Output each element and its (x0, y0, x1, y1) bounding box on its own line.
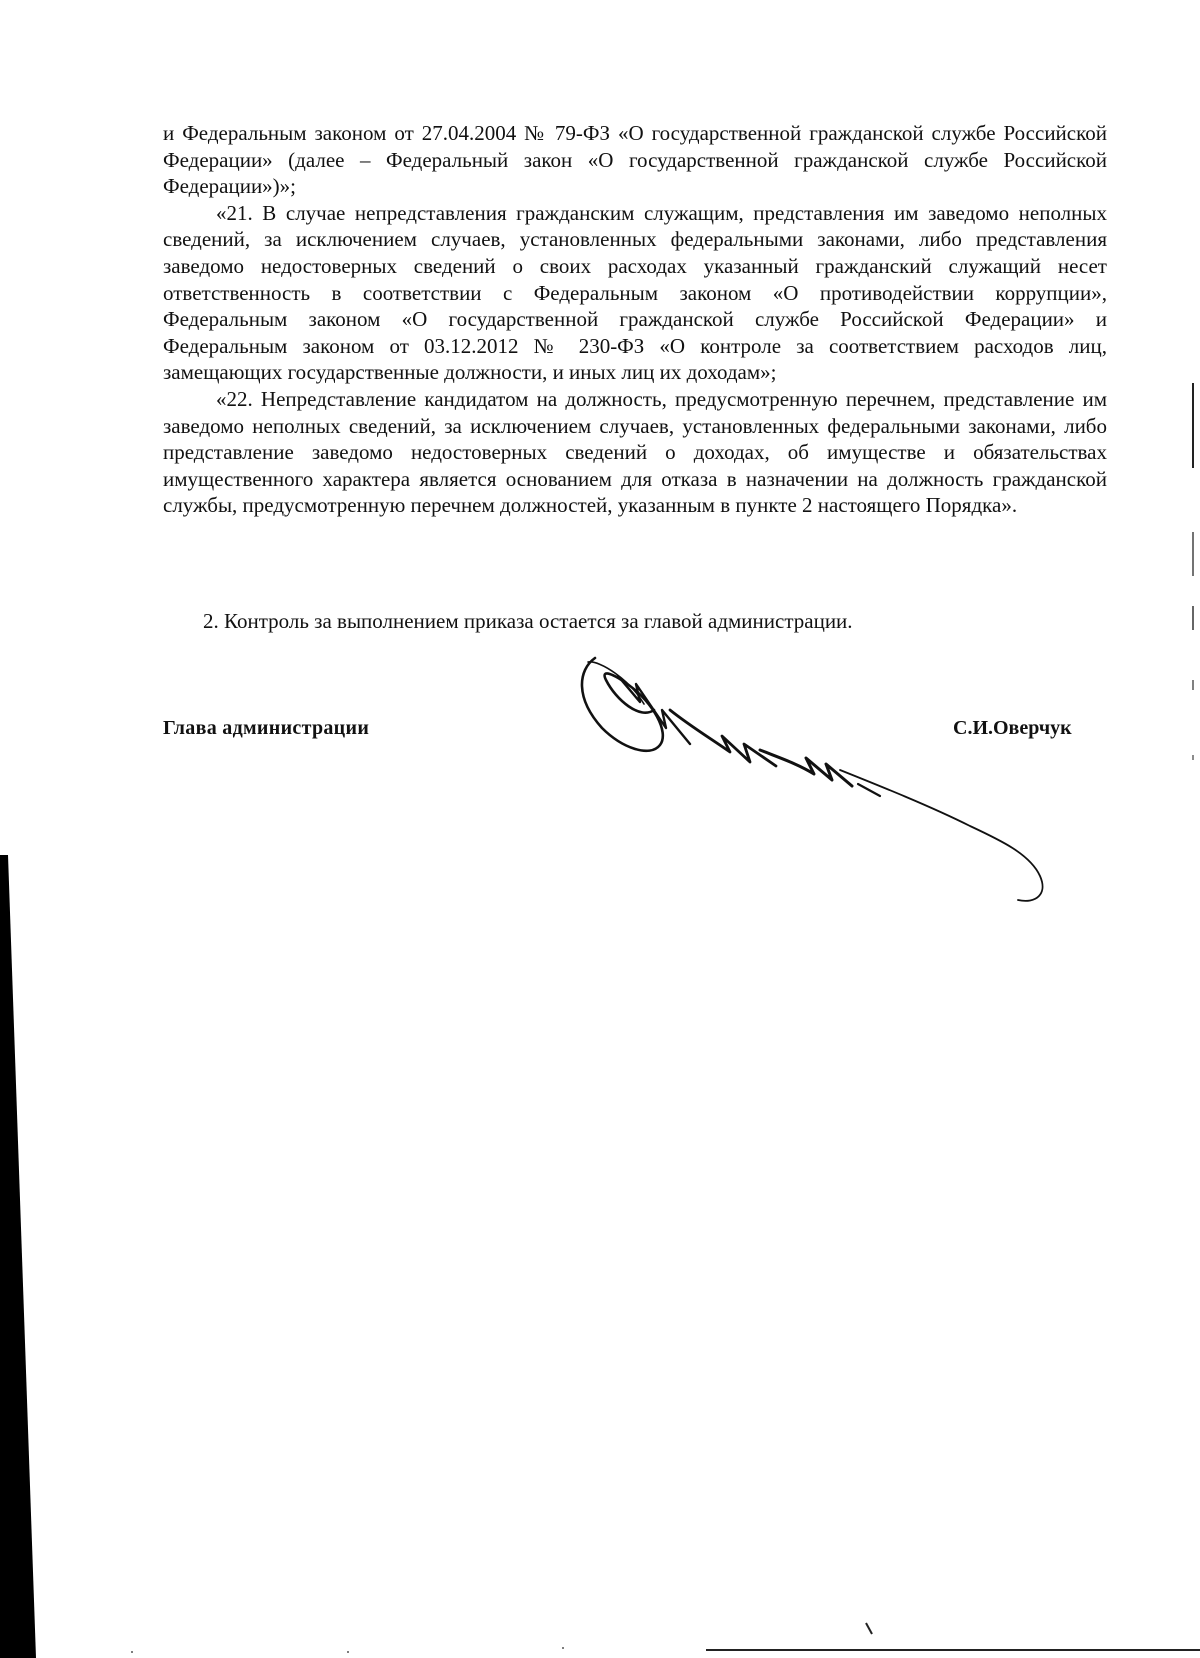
order-item-2: 2. Контроль за выполнением приказа остается за главой администрации. (203, 609, 853, 633)
paragraph-22: «22. Непредставление кандидатом на должность, предусмотренную перечнем, представление им заведомо неполных сведений, за исключением случаев, установленных федеральными законами, либо представление заведомо недостоверных сведений о доходах, об имуществе и обязательствах имущественного характера является основанием для отказа в назначении на должность гражданской службы, предусмотренную перечнем должностей, указанным в пункте 2 настоящего Порядка». (163, 386, 1107, 518)
paragraph-21: «21. В случае непредставления гражданским служащим, представления им заведомо неполных сведений, за исключением случаев, установленных федеральными законами, либо представления заведомо недостоверных сведений о своих расходах указанный гражданский служащий несет ответственность в соответствии с Федеральным законом «О противодействии коррупции», Федеральным законом «О государственной гражданской службе Российской Федерации» и Федеральным законом от 03.12.2012 № 230-ФЗ «О контроле за соответствием расходов лиц, замещающих государственные должности, и иных лиц их доходам»; (163, 200, 1107, 385)
document-body (163, 120, 1107, 519)
signatory-position: Глава администрации (163, 717, 370, 739)
paragraph-continuation: и Федеральным законом от 27.04.2004 № 79-ФЗ «О государственной гражданской службе Российской Федерации» (далее – Федеральный закон «О государственной гражданской службе Российской Федерации»)»; (163, 121, 1107, 199)
signatory-name: С.И.Оверчук (953, 717, 1072, 739)
scan-edge-shadow (0, 855, 36, 1658)
handwritten-signature (570, 640, 1110, 950)
